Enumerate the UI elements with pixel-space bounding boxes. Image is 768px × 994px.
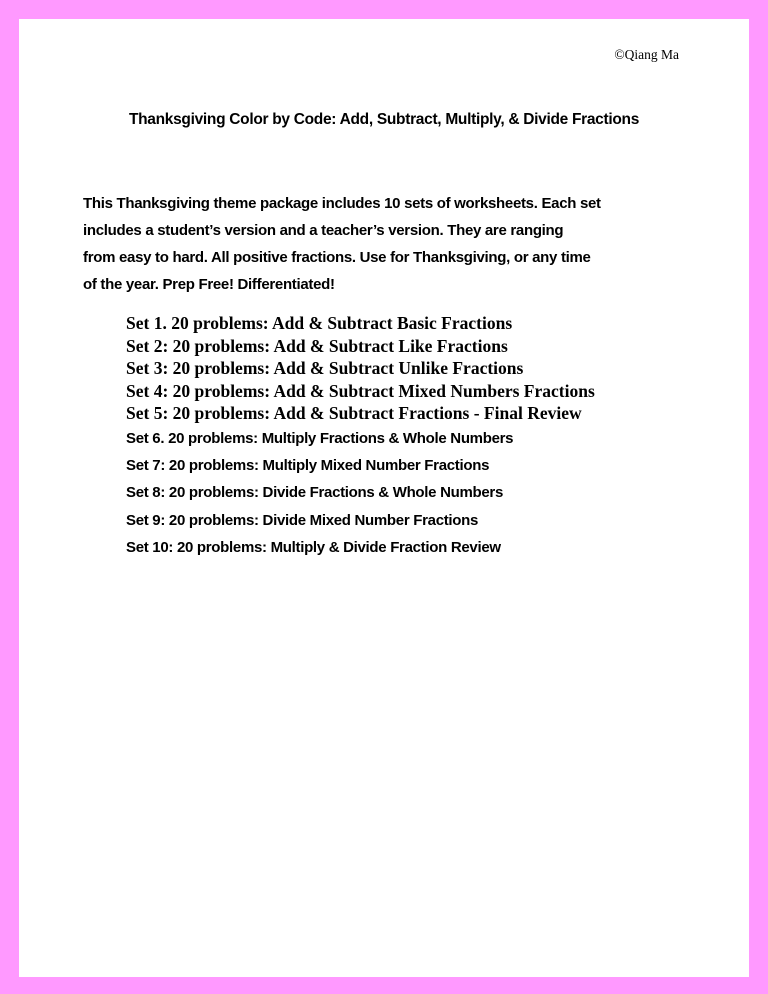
set-list-multiply-divide: [126, 425, 513, 561]
set-item-8: Set 8: 20 problems: Divide Fractions & Whole Numbers: [126, 484, 503, 502]
set-list-add-subtract: [126, 312, 595, 425]
set-item-10: Set 10: 20 problems: Multiply & Divide Fraction Review: [126, 538, 501, 556]
intro-line: of the year. Prep Free! Differentiated!: [83, 276, 335, 293]
set-item-7: Set 7: 20 problems: Multiply Mixed Number Fractions: [126, 457, 490, 475]
set-item-6: Set 6. 20 problems: Multiply Fractions & Whole Numbers: [126, 430, 514, 447]
intro-line: from easy to hard. All positive fractions. Use for Thanksgiving, or any time: [83, 249, 591, 266]
intro-line: This Thanksgiving theme package includes 10 sets of worksheets. Each set: [83, 195, 601, 212]
set-item-9: Set 9: 20 problems: Divide Mixed Number Fractions: [126, 511, 479, 529]
intro-line: includes a student’s version and a teacher’s version. They are ranging: [83, 222, 564, 239]
document-title: Thanksgiving Color by Code: Add, Subtract, Multiply, & Divide Fractions: [128, 111, 640, 128]
copyright-notice: ©Qiang Ma: [614, 47, 679, 62]
set-item-1: Set 1. 20 problems: Add & Subtract Basic Fractions: [126, 313, 513, 333]
document-page: [19, 19, 749, 977]
set-item-4: Set 4: 20 problems: Add & Subtract Mixed Numbers Fractions: [126, 380, 595, 401]
set-item-5: Set 5: 20 problems: Add & Subtract Fractions - Final Review: [126, 403, 582, 424]
intro-paragraph: [83, 190, 703, 298]
set-item-3: Set 3: 20 problems: Add & Subtract Unlike Fractions: [126, 358, 524, 379]
set-item-2: Set 2: 20 problems: Add & Subtract Like Fractions: [126, 335, 508, 356]
